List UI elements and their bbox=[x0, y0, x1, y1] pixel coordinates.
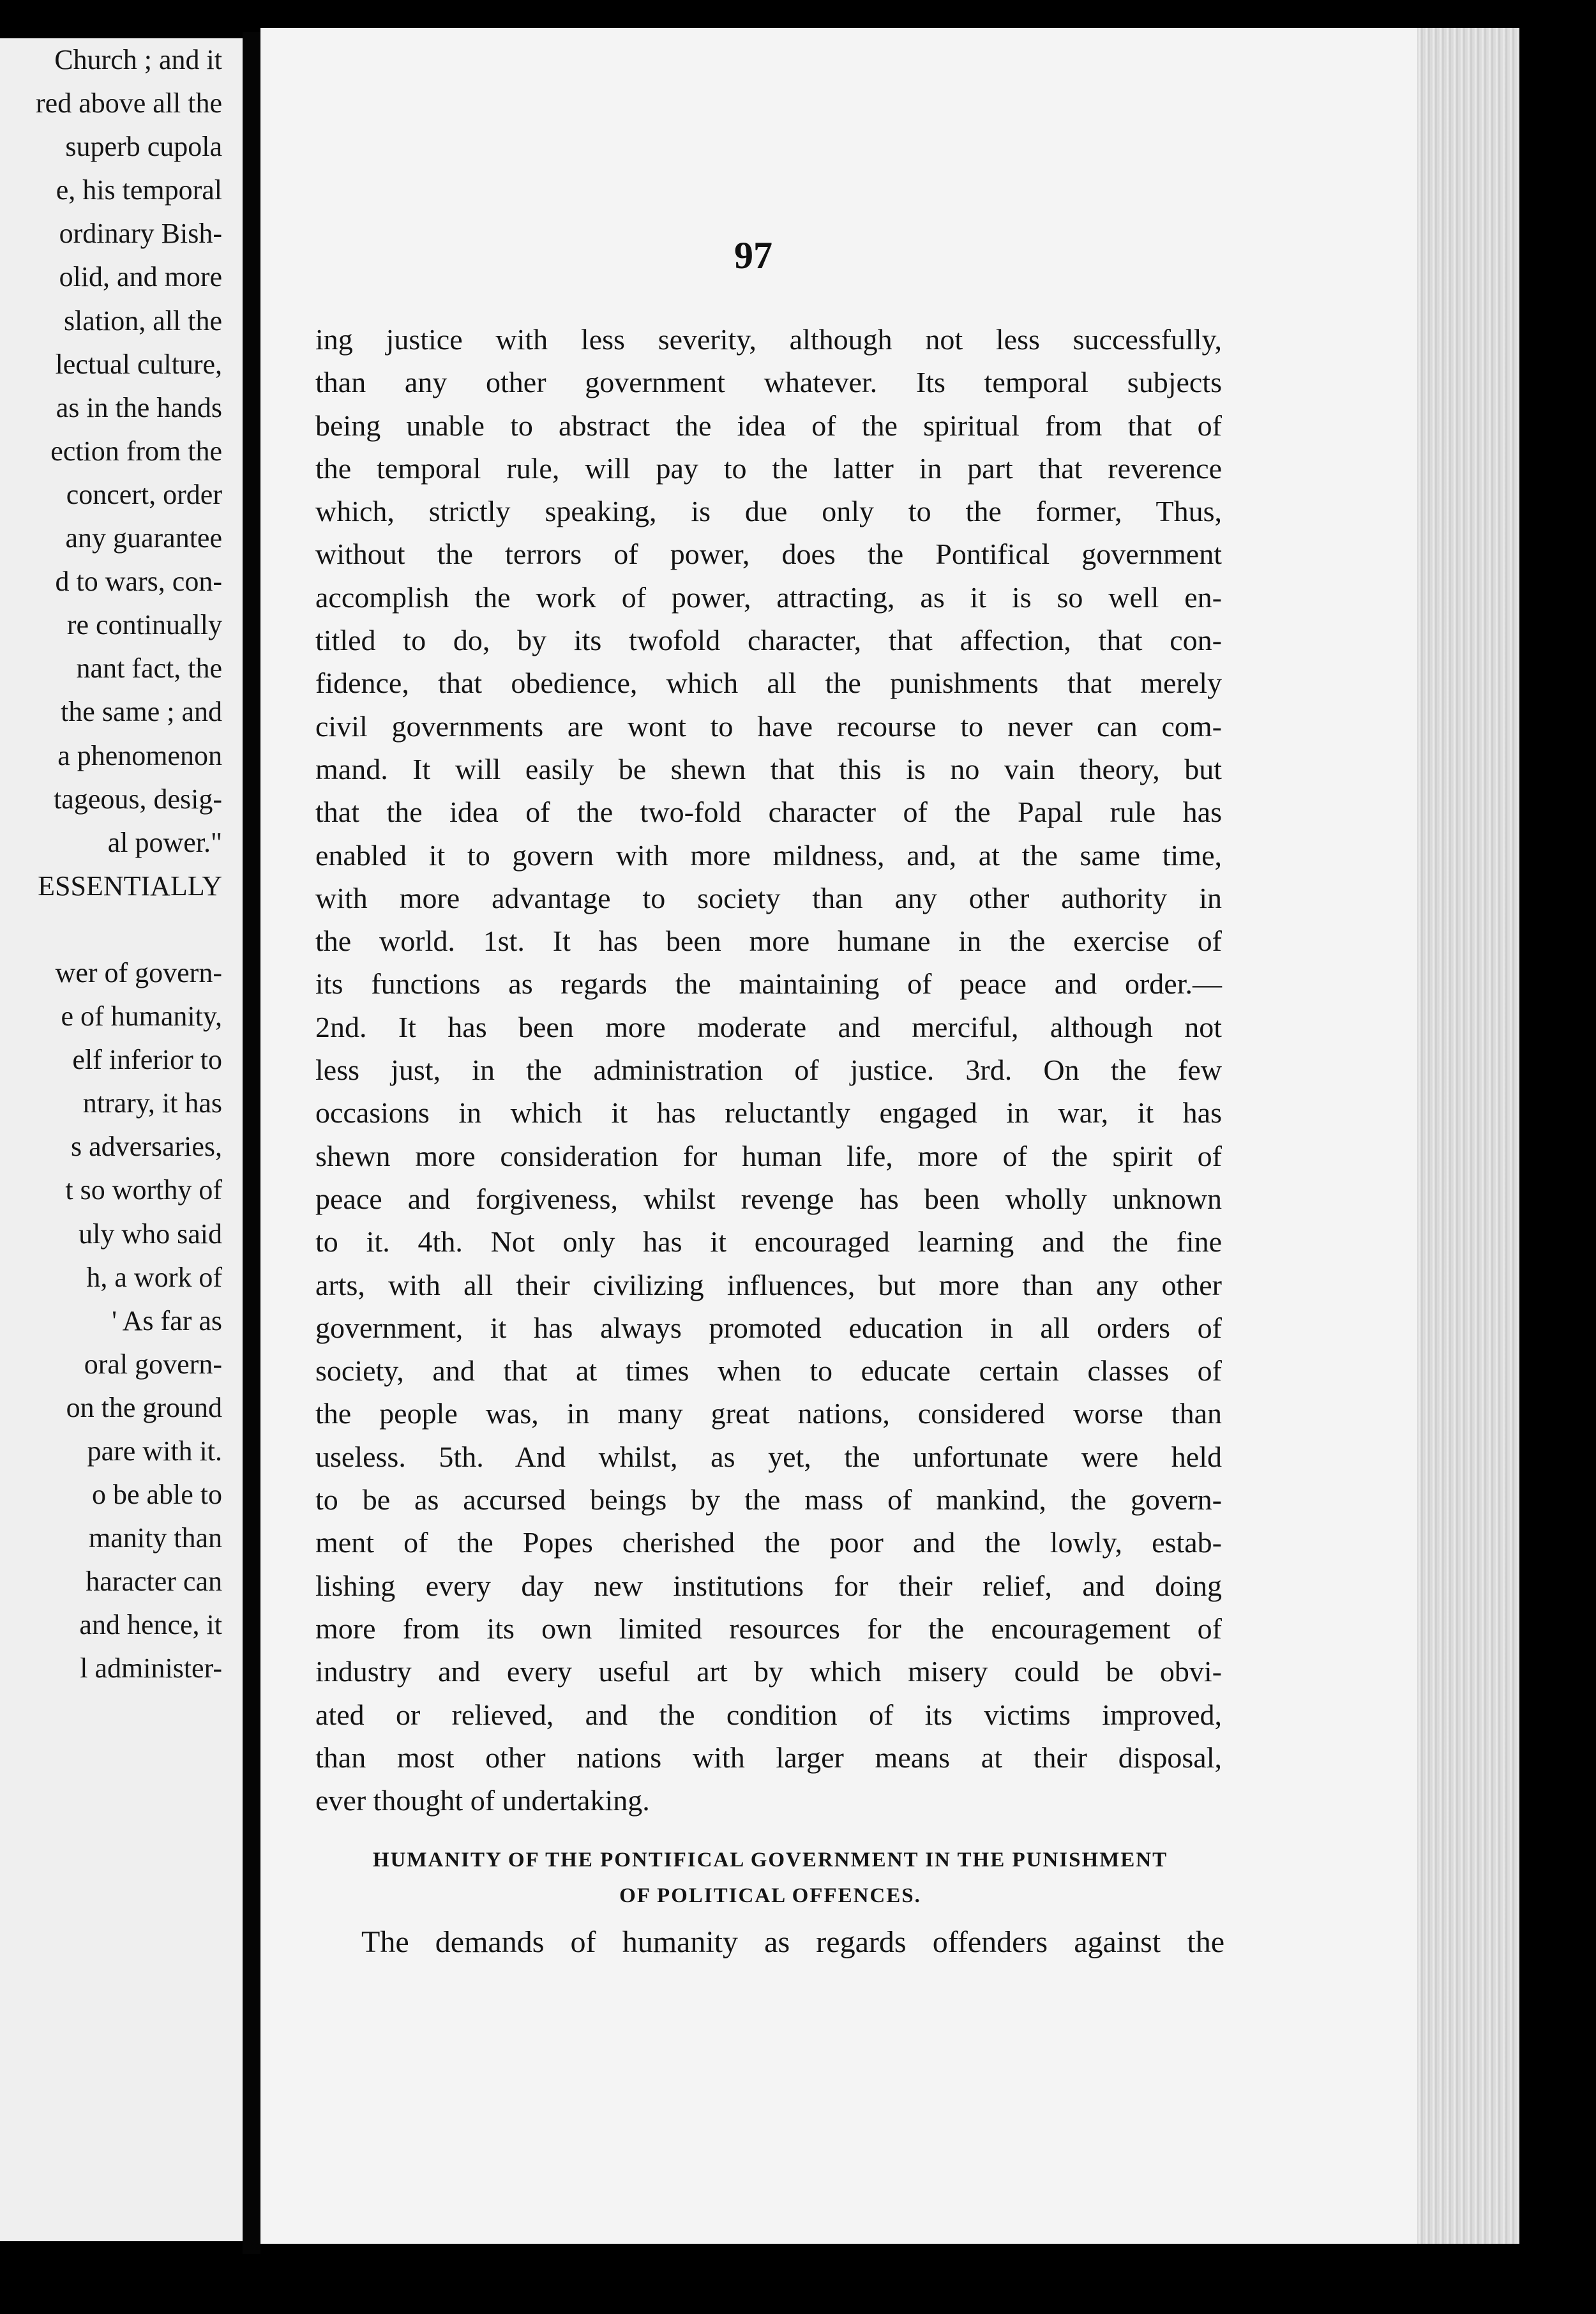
body-line: less just, in the administration of justice. 3rd. On the few bbox=[315, 1054, 1222, 1087]
left-page-line: and hence, it bbox=[79, 1609, 222, 1641]
body-line: ing justice with less severity, although not less successfully, bbox=[315, 323, 1222, 356]
left-page-line: manity than bbox=[89, 1522, 222, 1554]
paragraph-opening-line: The demands of humanity as regards offenders against the bbox=[361, 1925, 1224, 1959]
left-page-line: lectual culture, bbox=[55, 348, 222, 380]
left-page-line: concert, order bbox=[66, 478, 222, 510]
body-text bbox=[315, 318, 1222, 1822]
page-edges bbox=[1417, 28, 1519, 2244]
left-page-line: a phenomenon bbox=[57, 739, 222, 771]
section-heading-line-2: OF POLITICAL OFFENCES. bbox=[619, 1884, 921, 1907]
body-line: to it. 4th. Not only has it encouraged learning and the fine bbox=[315, 1225, 1222, 1259]
left-page-line: superb cupola bbox=[65, 131, 222, 163]
body-line: shewn more consideration for human life, more of the spirit of bbox=[315, 1139, 1222, 1172]
body-line: to be as accursed beings by the mass of mankind, the govern- bbox=[315, 1483, 1222, 1516]
body-line: enabled it to govern with more mildness, and, at the same time, bbox=[315, 838, 1222, 872]
body-line: the world. 1st. It has been more humane in the exercise of bbox=[315, 925, 1222, 958]
left-page-line: o be able to bbox=[91, 1479, 222, 1511]
section-heading bbox=[315, 1842, 1225, 1914]
section-heading-line-1: HUMANITY OF THE PONTIFICAL GOVERNMENT IN THE PUNISHMENT bbox=[372, 1849, 1168, 1872]
body-line: useless. 5th. And whilst, as yet, the unfortunate were held bbox=[315, 1440, 1222, 1473]
left-page-line: haracter can bbox=[86, 1566, 222, 1598]
left-page-line: slation, all the bbox=[63, 305, 222, 337]
left-page-line bbox=[0, 908, 222, 951]
left-page-line: nant fact, the bbox=[76, 653, 222, 684]
body-line: which, strictly speaking, is due only to the former, Thus, bbox=[315, 495, 1222, 528]
body-line: than any other government whatever. Its temporal subjects bbox=[315, 366, 1222, 399]
body-line: civil governments are wont to have recourse to never can com- bbox=[315, 709, 1222, 743]
left-page-line: red above all the bbox=[36, 87, 222, 119]
left-page-line: h, a work of bbox=[86, 1261, 222, 1293]
body-line: that the idea of the two-fold character of the Papal rule has bbox=[315, 796, 1222, 829]
book-gutter bbox=[243, 32, 260, 2254]
left-page-line: pare with it. bbox=[87, 1435, 222, 1467]
left-page-line: s adversaries, bbox=[70, 1131, 222, 1163]
left-page-line: ection from the bbox=[50, 435, 222, 467]
body-line: lishing every day new institutions for their relief, and doing bbox=[315, 1569, 1222, 1602]
body-line: its functions as regards the maintaining of peace and order.— bbox=[315, 967, 1222, 1001]
left-page-line: wer of govern- bbox=[55, 957, 222, 988]
left-page-line: d to wars, con- bbox=[55, 566, 222, 598]
body-line: the temporal rule, will pay to the latter in part that reverence bbox=[315, 451, 1222, 485]
body-line: ment of the Popes cherished the poor and the lowly, estab- bbox=[315, 1526, 1222, 1559]
left-page-line: as in the hands bbox=[56, 391, 222, 423]
left-page-line: ntrary, it has bbox=[82, 1087, 222, 1119]
left-page-line: e, his temporal bbox=[56, 174, 222, 206]
left-page-line: any guarantee bbox=[65, 522, 222, 554]
body-line: society, and that at times when to educate certain classes of bbox=[315, 1354, 1222, 1388]
left-page-line: al power." bbox=[107, 826, 222, 858]
body-line: 2nd. It has been more moderate and merciful, although not bbox=[315, 1010, 1222, 1043]
body-line: industry and every useful art by which misery could be obvi- bbox=[315, 1655, 1222, 1688]
body-line: accomplish the work of power, attracting, as it is so well en- bbox=[315, 580, 1222, 614]
left-page-line: elf inferior to bbox=[72, 1044, 222, 1076]
body-line: titled to do, by its twofold character, that affection, that con- bbox=[315, 624, 1222, 657]
left-page-line: e of humanity, bbox=[61, 1001, 222, 1032]
body-line: with more advantage to society than any other authority in bbox=[315, 881, 1222, 914]
body-line: without the terrors of power, does the Pontifical government bbox=[315, 538, 1222, 571]
body-line: peace and forgiveness, whilst revenge has been wholly unknown bbox=[315, 1182, 1222, 1215]
body-line: arts, with all their civilizing influences, but more than any other bbox=[315, 1268, 1222, 1301]
left-page-line: on the ground bbox=[66, 1391, 222, 1423]
body-line: than most other nations with larger means at their disposal, bbox=[315, 1741, 1222, 1774]
body-line: fidence, that obedience, which all the punishments that merely bbox=[315, 667, 1222, 700]
left-page-line: oral govern- bbox=[84, 1348, 222, 1380]
body-line: ated or relieved, and the condition of its victims improved, bbox=[315, 1698, 1222, 1731]
body-line: government, it has always promoted education in all orders of bbox=[315, 1311, 1222, 1344]
body-line: ever thought of undertaking. bbox=[315, 1784, 650, 1817]
left-page-line: ESSENTIALLY bbox=[38, 870, 222, 902]
page-number: 97 bbox=[734, 234, 772, 276]
left-page bbox=[0, 38, 243, 2241]
left-page-line: t so worthy of bbox=[65, 1174, 222, 1206]
body-line: being unable to abstract the idea of the spiritual from that of bbox=[315, 409, 1222, 442]
body-line: more from its own limited resources for the encouragement of bbox=[315, 1612, 1222, 1645]
left-page-line: olid, and more bbox=[59, 261, 222, 293]
left-page-line: ' As far as bbox=[112, 1304, 222, 1336]
body-line: the people was, in many great nations, considered worse than bbox=[315, 1397, 1222, 1430]
left-page-line: ordinary Bish- bbox=[59, 218, 222, 250]
body-line: mand. It will easily be shewn that this is no vain theory, but bbox=[315, 752, 1222, 785]
left-page-line: the same ; and bbox=[61, 696, 222, 728]
body-line: occasions in which it has reluctantly engaged in war, it has bbox=[315, 1096, 1222, 1130]
left-page-line: uly who said bbox=[79, 1218, 222, 1250]
left-page-line: tageous, desig- bbox=[54, 783, 222, 815]
left-page-line: Church ; and it bbox=[54, 44, 222, 75]
left-page-line: re continually bbox=[66, 609, 222, 641]
left-page-text bbox=[0, 38, 222, 1691]
left-page-line: l administer- bbox=[80, 1652, 222, 1684]
